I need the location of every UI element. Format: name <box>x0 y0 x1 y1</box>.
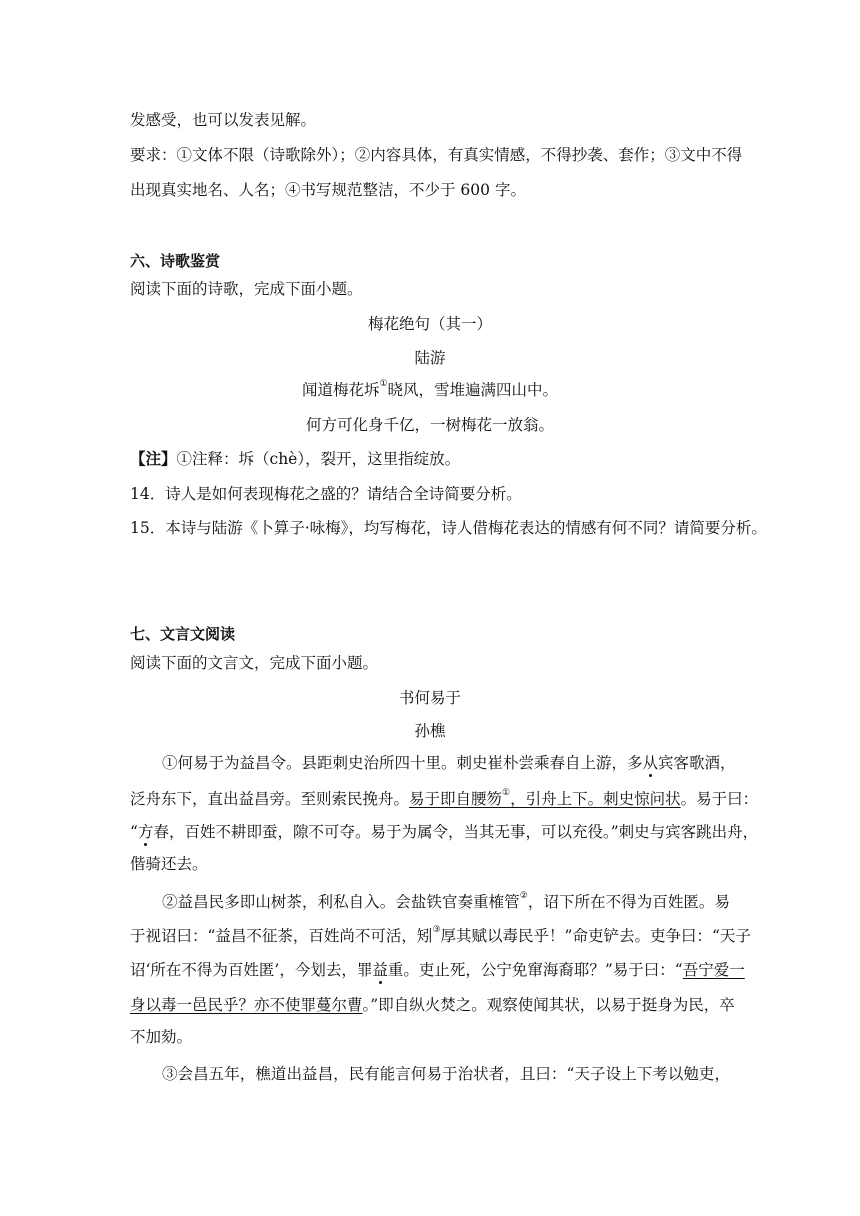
text-run: 易于即自腰笏 <box>409 790 503 808</box>
question-15: 15．本诗与陆游《卜算子·咏梅》，均写梅花，诗人借梅花表达的情感有何不同？请简要分析。 <box>130 519 767 537</box>
text-run: 春，百姓不耕即蚕，隙不可夺。易于为属令，当其无事，可以充役。”刺史与宾客跳出舟， <box>153 823 759 841</box>
paragraph-1-line-2 <box>130 788 759 808</box>
paragraph-3-line-1: ③会昌五年，樵道出益昌，民有能言何易于治状者，且曰：“天子设上下考以勉吏， <box>162 1065 730 1083</box>
note-label: 【注】 <box>130 450 177 468</box>
writing-prompt-tail: 发感受，也可以发表见解。 <box>130 111 317 129</box>
text-run: 。”即自纵火焚之。观察使闻其状，以易于挺身为民，卒 <box>362 996 735 1014</box>
section-seven-heading: 七、文言文阅读 <box>130 625 236 643</box>
underlined-sentence: 身以毒一邑民乎？亦不使罪蔓尔曹 <box>130 996 363 1014</box>
underlined-sentence <box>409 790 681 808</box>
text-run: 厚其赋以毒民乎！”命吏铲去。吏争曰：“天子 <box>440 927 751 945</box>
text-run: 诏‘所在不得为百姓匿’，今划去，罪 <box>130 961 373 979</box>
poem-note <box>130 452 460 468</box>
poem-line-1-text-a: 闻道梅花坼 <box>301 381 380 399</box>
paragraph-1-line-4: 偕骑还去。 <box>130 855 208 873</box>
poem-line-1 <box>0 379 860 399</box>
paragraph-2-line-4 <box>130 996 735 1014</box>
section-six-instruction: 阅读下面的诗歌，完成下面小题。 <box>130 280 363 298</box>
paragraph-2-line-2 <box>130 925 751 945</box>
poem-line-1-text-b: 晓风，雪堆遍满四山中。 <box>387 381 559 399</box>
writing-requirements-line1: 要求：①文体不限（诗歌除外）；②内容具体，有真实情感，不得抄袭、套作；③文中不得 <box>130 146 743 164</box>
paragraph-2-line-5: 不加劾。 <box>130 1028 193 1046</box>
note-text: ①注释：坼（chè），裂开，这里指绽放。 <box>176 450 461 468</box>
poem-author: 陆游 <box>414 349 446 367</box>
footnote-marker: ③ <box>432 925 441 935</box>
text-run: ②益昌民多即山树茶，利私自入。会盐铁官奏重榷管 <box>162 893 520 911</box>
text-run: 泛舟东下，直出益昌旁。至则索民挽舟。 <box>130 790 410 808</box>
dotted-char: 方 <box>137 823 154 841</box>
question-14: 14．诗人是如何表现梅花之盛的？请结合全诗简要分析。 <box>130 485 522 503</box>
dotted-char: 从 <box>642 754 659 772</box>
poem-title: 梅花绝句（其一） <box>367 315 492 333</box>
paragraph-2-line-3 <box>130 961 745 979</box>
footnote-marker: ① <box>502 788 511 798</box>
dotted-char: 益 <box>372 961 388 979</box>
text-run: ，引舟上下。刺史惊问状 <box>510 790 681 808</box>
footnote-marker: ② <box>519 891 528 901</box>
text-run: “ <box>130 823 138 841</box>
text-run: 于视诏曰：“益昌不征茶，百姓尚不可活，矧 <box>130 927 433 945</box>
paragraph-1-line-1 <box>162 754 736 772</box>
text-run: 宾客歌酒， <box>658 754 736 772</box>
poem-line-2: 何方可化身千亿，一树梅花一放翁。 <box>305 416 554 434</box>
section-six-heading: 六、诗歌鉴赏 <box>130 252 221 270</box>
text-run: 。易于曰： <box>680 790 759 808</box>
passage-title: 书何易于 <box>398 689 461 707</box>
footnote-marker: ① <box>379 379 388 389</box>
text-run: ，诏下所在不得为百姓匿。易 <box>527 893 730 911</box>
paragraph-2-line-1 <box>162 891 730 911</box>
writing-requirements-line2: 出现真实地名、人名；④书写规范整洁，不少于 600 字。 <box>130 181 526 199</box>
section-seven-instruction: 阅读下面的文言文，完成下面小题。 <box>130 654 379 672</box>
underlined-sentence: 吾宁爱一 <box>682 961 745 979</box>
passage-author: 孙樵 <box>414 722 446 740</box>
text-run: ①何易于为益昌令。县距刺史治所四十里。刺史崔朴尝乘春自上游，多 <box>162 754 643 772</box>
paragraph-1-line-3 <box>130 823 759 841</box>
text-run: 重。吏止死，公宁免窜海裔耶？”易于曰：“ <box>387 961 683 979</box>
